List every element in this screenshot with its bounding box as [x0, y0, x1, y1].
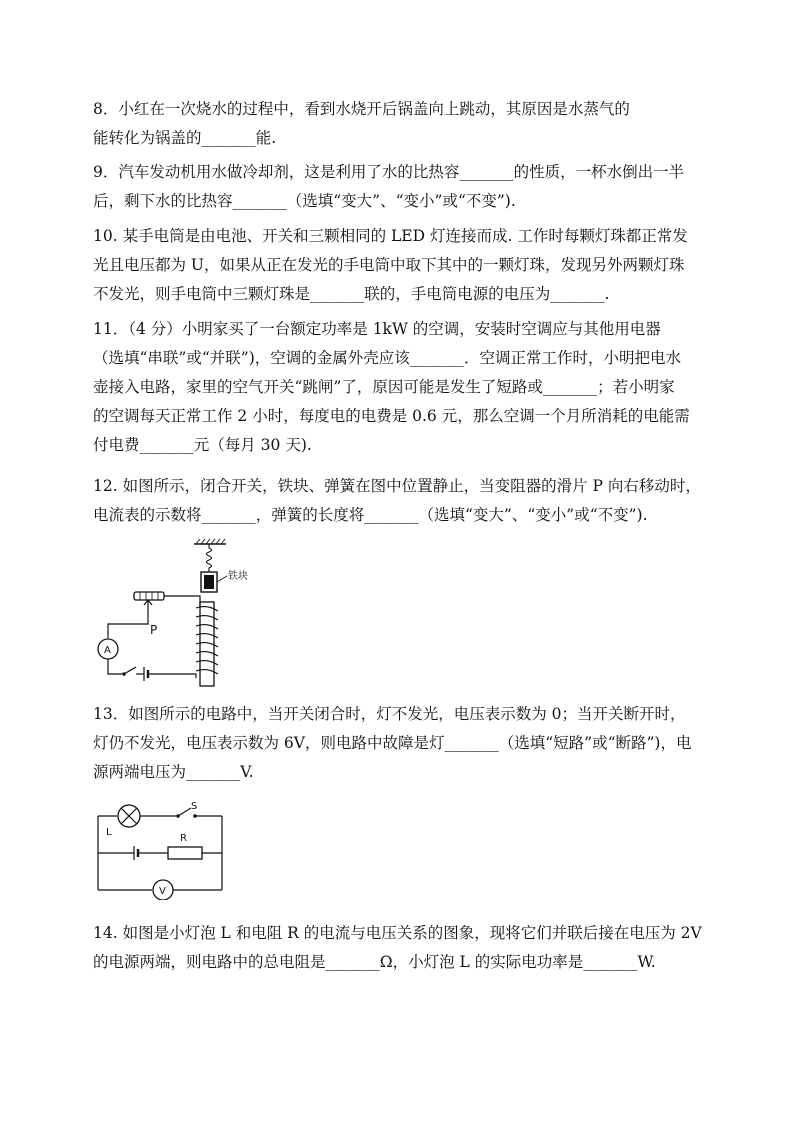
ceiling-hatch: [196, 539, 225, 544]
wire-ammeter-switch: [108, 659, 122, 674]
question-11-line-5: 付电费_______元（每月 30 天).: [93, 436, 312, 454]
question-14-line-2: 的电源两端，则电路中的总电阻是_______Ω，小灯泡 L 的实际电功率是_______W.: [93, 953, 656, 971]
resistor: [168, 847, 202, 859]
question-10-line-1: 10. 某手电筒是由电池、开关和三颗相同的 LED 灯连接而成. 工作时每颗灯珠都正常发: [93, 227, 688, 245]
switch: [178, 808, 191, 816]
figure-13-fault-circuit: [94, 796, 228, 900]
question-9-line-2: 后，剩下水的比热容_______（选填“变大”、“变小”或“不变”).: [93, 192, 516, 210]
question-10-line-3: 不发光，则手电筒中三颗灯珠是_______联的，手电筒电源的电压为_______.: [93, 285, 610, 303]
question-12-line-2: 电流表的示数将_______，弹簧的长度将_______（选填“变大”、“变小”或“不变”).: [93, 506, 648, 524]
question-11-line-3: 壶接入电路，家里的空气开关“跳闸”了，原因可能是发生了短路或_______；若小明家: [93, 378, 675, 396]
question-12-line-1: 12. 如图所示，闭合开关，铁块、弹簧在图中位置静止，当变阻器的滑片 P 向右移动时，: [93, 477, 701, 495]
question-11-line-1: 11．（4 分）小明家买了一台额定功率是 1kW 的空调，安装时空调应与其他用电器: [93, 320, 661, 338]
question-13-line-2: 灯仍不发光，电压表示数为 6V，则电路中故障是灯_______（选填“短路”或“断路”)，电: [93, 734, 692, 752]
wire-rheostat-coil: [164, 596, 200, 606]
question-12: [93, 472, 701, 530]
spring: [207, 544, 212, 572]
question-11-line-2: （选填“串联”或“并联”)，空调的金属外壳应该_______．空调正常工作时，小明把电水: [93, 349, 681, 367]
rheostat: [134, 592, 164, 600]
iron-block-core: [204, 575, 214, 589]
question-11: [93, 315, 701, 460]
resistor-label: R: [180, 833, 187, 844]
question-10: [93, 222, 701, 309]
question-9-line-1: 9．汽车发动机用水做冷却剂，这是利用了水的比热容_______的性质，一杯水倒出一半: [93, 163, 685, 181]
question-13: [93, 700, 701, 787]
voltmeter-symbol: V: [159, 886, 166, 897]
figure-13-svg: [94, 796, 228, 900]
question-13-line-3: 源两端电压为_______V.: [93, 763, 254, 781]
question-8-line-1: 8．小红在一次烧水的过程中，看到水烧开后锅盖向上跳动，其原因是水蒸气的: [93, 100, 630, 118]
question-11-line-4: 的空调每天正常工作 2 小时，每度电的电费是 0.6 元，那么空调一个月所消耗的电能需: [93, 407, 690, 425]
question-8: [93, 95, 701, 153]
question-13-line-1: 13．如图所示的电路中，当开关闭合时，灯不发光，电压表示数为 0；当开关断开时，: [93, 705, 686, 723]
wire-slider-ammeter: [108, 612, 148, 638]
question-14: [93, 919, 701, 977]
slider-label: P: [150, 623, 158, 637]
lamp-label: L: [106, 827, 112, 838]
figure-12-svg: [90, 538, 260, 690]
question-8-line-2: 能转化为锅盖的_______能.: [93, 129, 277, 147]
question-9: [93, 158, 701, 216]
iron-block-pointer: [217, 576, 227, 582]
iron-block-label: 铁块: [228, 571, 248, 582]
coil-windings: [196, 607, 218, 674]
question-14-line-1: 14. 如图是小灯泡 L 和电阻 R 的电流与电压关系的图象，现将它们并联后接在电压为 2V: [93, 924, 702, 942]
wire-battery-coil: [148, 674, 196, 678]
switch-blade: [124, 667, 136, 674]
figure-12-electromagnet-circuit: [90, 538, 260, 690]
question-10-line-2: 光且电压都为 U，如果从正在发光的手电筒中取下其中的一颗灯珠，发现另外两颗灯珠: [93, 256, 685, 274]
switch-label: S: [191, 801, 198, 812]
ammeter-symbol: A: [104, 645, 111, 656]
